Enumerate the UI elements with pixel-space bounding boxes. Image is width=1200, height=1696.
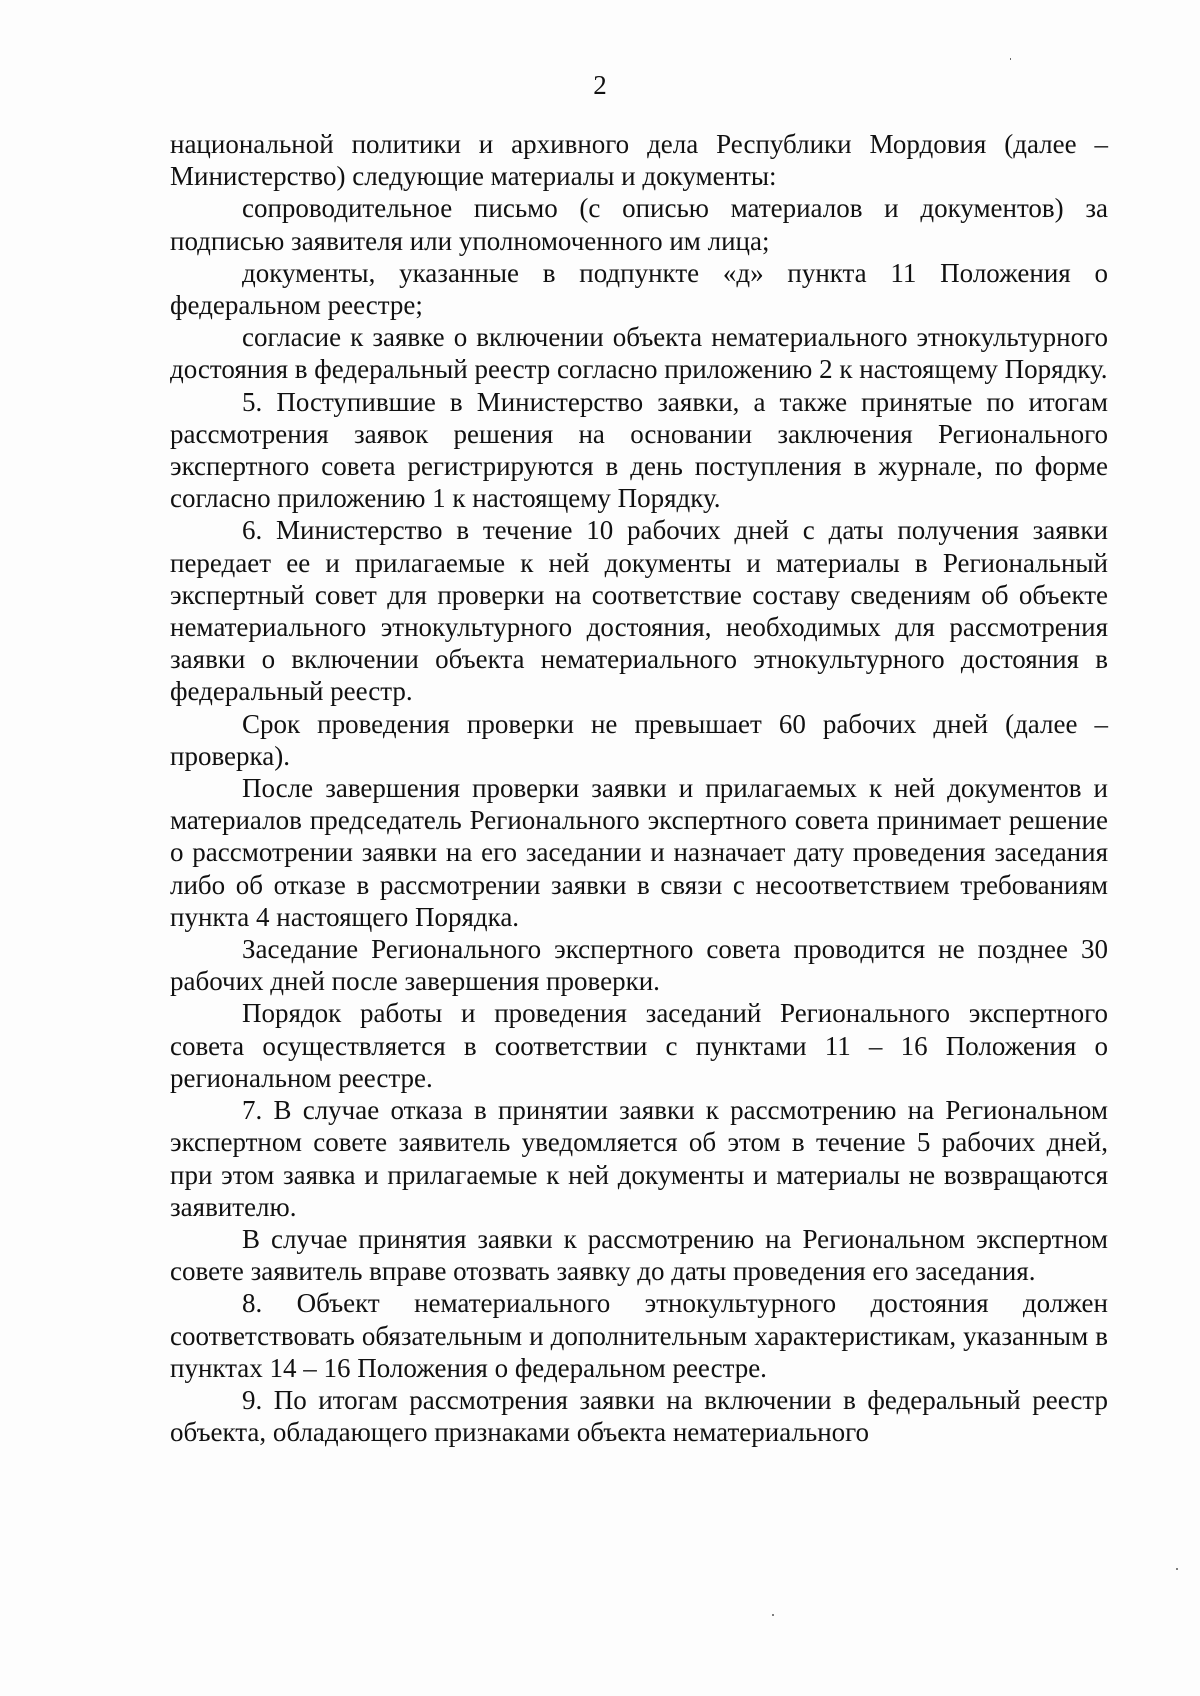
paragraph: 9. По итогам рассмотрения заявки на включении в федеральный реестр объекта, обладающего признаками объекта нематериального [170, 1384, 1108, 1448]
scan-speck [1010, 58, 1011, 60]
paragraph: документы, указанные в подпункте «д» пункта 11 Положения о федеральном реестре; [170, 257, 1108, 321]
document-body [170, 128, 1108, 1448]
paragraph: согласие к заявке о включении объекта нематериального этнокультурного достояния в федеральный реестр согласно приложению 2 к настоящему Порядку. [170, 322, 1108, 385]
paragraph: После завершения проверки заявки и прилагаемых к ней документов и материалов председатель Регионального экспертного совета принимает решение о рассмотрении заявки на его заседании и назначает дату проведения заседания либо об отказе в рассмотрении заявки в связи с несоответствием требованиям пункта 4 настоящего Порядка. [170, 773, 1108, 932]
paragraph: 8. Объект нематериального этнокультурного достояния должен соответствовать обязательным и дополнительным характеристикам, указанным в пунктах 14 – 16 Положения о федеральном реестре. [170, 1288, 1108, 1383]
scan-speck [772, 1614, 774, 1616]
paragraph: 7. В случае отказа в принятии заявки к рассмотрению на Региональном экспертном совете заявитель уведомляется об этом в течение 5 рабочих дней, при этом заявка и прилагаемые к ней документы и материалы не возвращаются заявителю. [170, 1095, 1108, 1222]
paragraph: 6. Министерство в течение 10 рабочих дней с даты получения заявки передает ее и прилагаемые к ней документы и материалы в Региональный экспертный совет для проверки на соответствие составу сведениям об объекте нематериального этнокультурного достояния, необходимых для рассмотрения заявки о включении объекта нематериального этнокультурного достояния в федеральный реестр. [170, 515, 1108, 707]
paragraph: Срок проведения проверки не превышает 60 рабочих дней (далее – проверка). [170, 708, 1108, 771]
paragraph: сопроводительное письмо (с описью материалов и документов) за подписью заявителя или уполномоченного им лица; [170, 193, 1108, 256]
scan-speck [1176, 1568, 1178, 1570]
paragraph: В случае принятия заявки к рассмотрению на Региональном экспертном совете заявитель вправе отозвать заявку до даты проведения его заседания. [170, 1223, 1108, 1287]
page-number: 2 [593, 70, 607, 100]
paragraph: Порядок работы и проведения заседаний Регионального экспертного совета осуществляется в соответствии с пунктами 11 – 16 Положения о региональном реестре. [170, 998, 1108, 1093]
paragraph: Заседание Регионального экспертного совета проводится не позднее 30 рабочих дней после завершения проверки. [170, 934, 1108, 997]
paragraph: национальной политики и архивного дела Республики Мордовия (далее – Министерство) следующие материалы и документы: [170, 129, 1108, 192]
paragraph: 5. Поступившие в Министерство заявки, а также принятые по итогам рассмотрения заявок решения на основании заключения Регионального экспертного совета регистрируются в день поступления в журнале, по форме согласно приложению 1 к настоящему Порядку. [170, 386, 1108, 514]
